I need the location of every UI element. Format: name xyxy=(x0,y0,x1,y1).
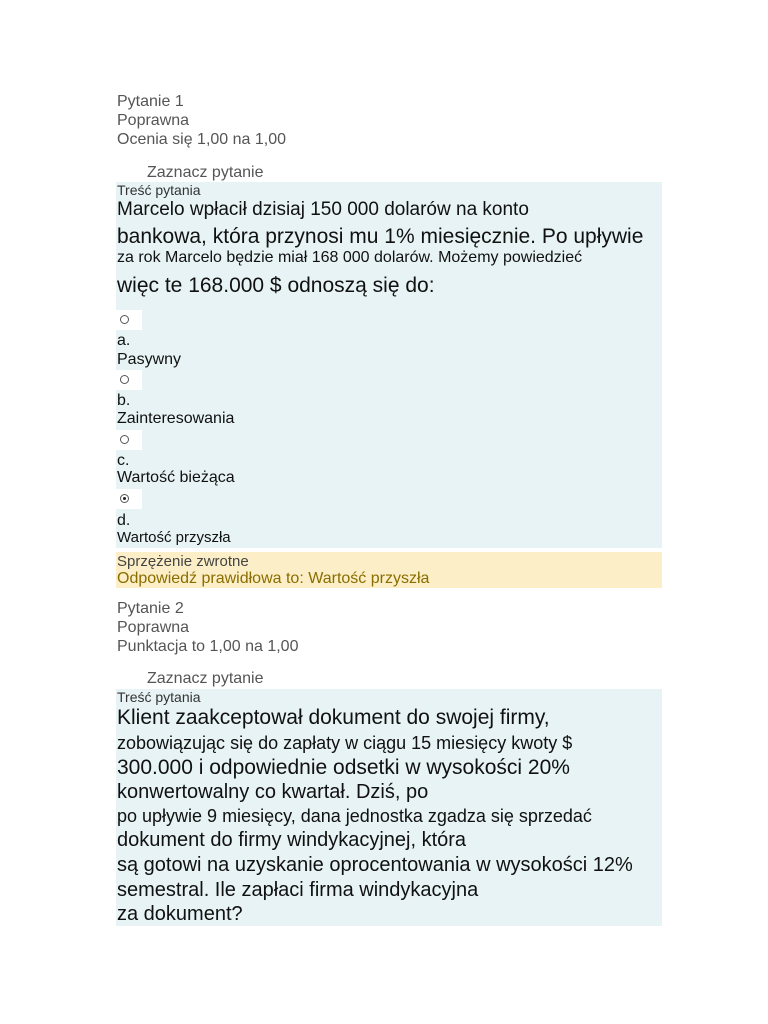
question-text-line: konwertowalny co kwartał. Dziś, po xyxy=(117,781,429,803)
question-text-line: semestral. Ile zapłaci firma windykacyjna xyxy=(117,879,479,901)
answer-option-a-label[interactable]: Pasywny xyxy=(117,351,182,368)
question-number: Pytanie 2 xyxy=(117,600,184,617)
radio-unchecked-icon xyxy=(120,375,129,384)
radio-unchecked-icon xyxy=(120,315,129,324)
question-grade: Ocenia się 1,00 na 1,00 xyxy=(117,131,287,148)
flag-question-link[interactable]: Zaznacz pytanie xyxy=(147,164,264,181)
question-number: Pytanie 1 xyxy=(117,93,184,110)
answer-option-a-radio[interactable] xyxy=(116,310,142,330)
answer-option-c-radio[interactable] xyxy=(116,430,142,450)
answer-option-d-radio[interactable] xyxy=(116,489,142,509)
answer-option-d-label[interactable]: Wartość przyszła xyxy=(117,529,231,546)
flag-question-link[interactable]: Zaznacz pytanie xyxy=(147,670,264,687)
question-text-line: dokument do firmy windykacyjnej, która xyxy=(117,829,467,851)
feedback-label: Sprzężenie zwrotne xyxy=(117,553,249,570)
question-text-line: po upływie 9 miesięcy, dana jednostka zgadza się sprzedać xyxy=(117,806,592,826)
answer-option-b-label[interactable]: Zainteresowania xyxy=(117,410,235,427)
question-text-line: Marcelo wpłacił dzisiaj 150 000 dolarów na konto xyxy=(117,199,529,220)
radio-unchecked-icon xyxy=(120,435,129,444)
answer-option-c-label[interactable]: Wartość bieżąca xyxy=(117,469,235,486)
radio-checked-icon xyxy=(120,494,129,503)
question-text-line: bankowa, która przynosi mu 1% miesięcznie. Po upływie xyxy=(117,225,644,248)
question-status: Poprawna xyxy=(117,112,190,129)
question-status: Poprawna xyxy=(117,619,190,636)
answer-option-a-letter: a. xyxy=(117,332,131,349)
question-text-line: Klient zaakceptował dokument do swojej firmy, xyxy=(117,706,550,729)
question-grade: Punktacja to 1,00 na 1,00 xyxy=(117,638,299,655)
question-text-line: zobowiązując się do zapłaty w ciągu 15 miesięcy kwoty $ xyxy=(117,733,573,753)
question-text-label: Treść pytania xyxy=(117,689,201,705)
answer-option-b-letter: b. xyxy=(117,392,131,409)
question-text-line: są gotowi na uzyskanie oprocentowania w wysokości 12% xyxy=(117,854,633,876)
answer-option-c-letter: c. xyxy=(117,452,130,469)
answer-option-b-radio[interactable] xyxy=(116,370,142,390)
question-text-line: za dokument? xyxy=(117,903,243,925)
question-text-label: Treść pytania xyxy=(117,182,201,198)
feedback-text: Odpowiedź prawidłowa to: Wartość przyszła xyxy=(117,570,430,587)
question-text-line: więc te 168.000 $ odnoszą się do: xyxy=(117,274,435,297)
question-text-line: za rok Marcelo będzie miał 168 000 dolarów. Możemy powiedzieć xyxy=(117,249,583,266)
answer-option-d-letter: d. xyxy=(117,512,131,529)
question-text-line: 300.000 i odpowiednie odsetki w wysokości 20% xyxy=(117,756,570,779)
